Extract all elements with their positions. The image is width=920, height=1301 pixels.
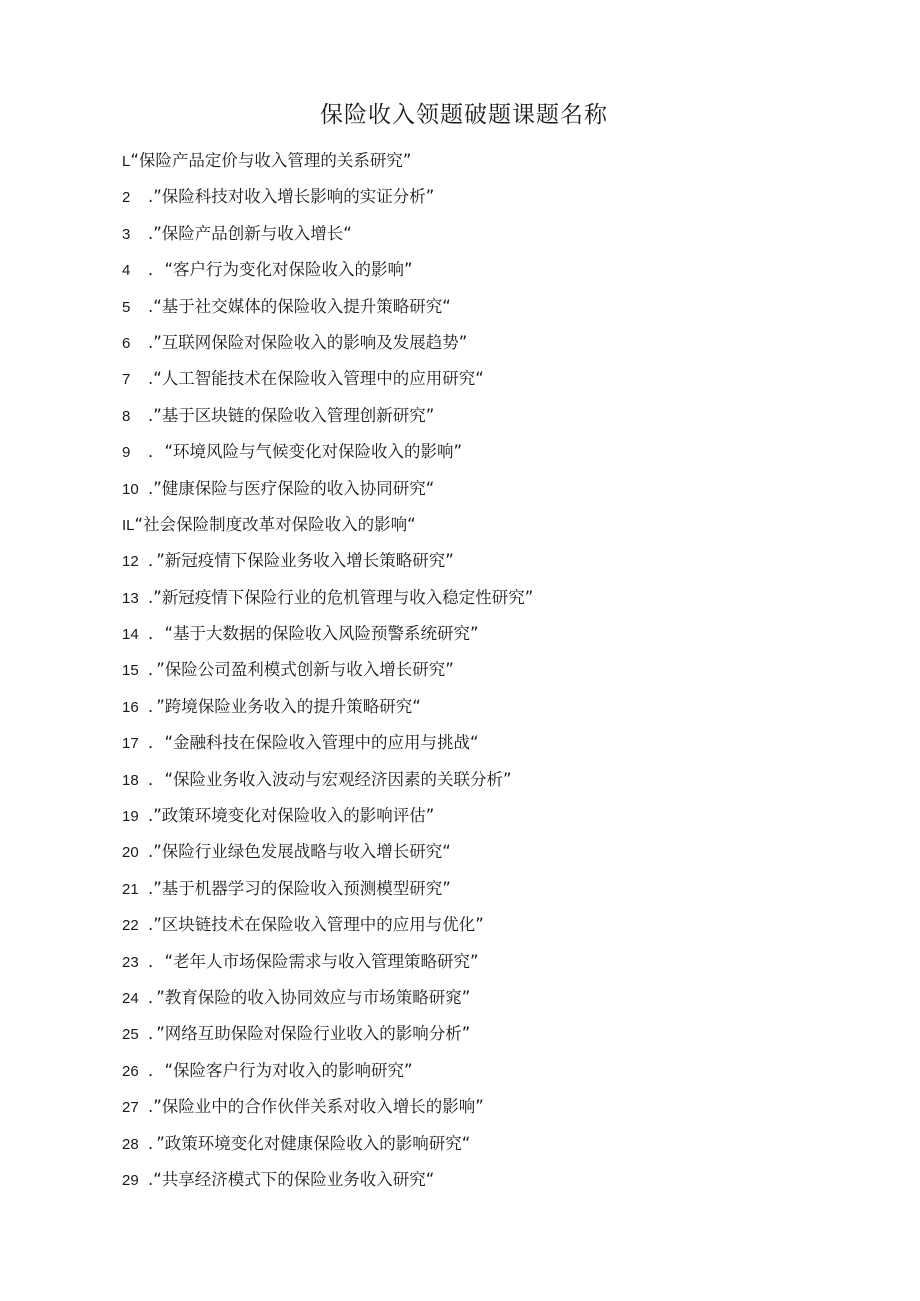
list-item [122, 762, 533, 798]
item-number: 18 [122, 771, 139, 789]
list-item [122, 471, 533, 507]
list-item [122, 980, 533, 1016]
item-number: 15 [122, 662, 139, 680]
item-title: ．”保险公司盈利模式创新与收入增长研究” [148, 660, 454, 680]
item-title: ．“老年人市场保险需求与收入管理策略研究” [148, 951, 479, 971]
item-title: ．“金融科技在保险收入管理中的应用与挑战“ [148, 733, 479, 753]
item-number: 27 [122, 1099, 139, 1117]
item-title: .”新冠疫情下保险行业的危机管理与收入稳定性研究” [148, 587, 534, 607]
item-number: 19 [122, 808, 139, 826]
item-title: ．”网络互助保险对保险行业收入的影响分析” [148, 1024, 471, 1044]
item-title: ．“环境风险与气候变化对保险收入的影响” [148, 442, 463, 462]
list-item [122, 325, 533, 361]
item-title: ．“保险客户行为对收入的影响研究” [148, 1060, 413, 1080]
list-item [122, 580, 533, 616]
item-title: ．“保险业务收入波动与宏观经济因素的关联分析” [148, 769, 512, 789]
item-number: 13 [122, 589, 139, 607]
list-item [122, 616, 533, 652]
list-item [122, 252, 533, 288]
item-number: 25 [122, 1026, 139, 1044]
item-number: 24 [122, 989, 139, 1007]
item-number: 14 [122, 626, 139, 644]
item-title: .“人工智能技术在保险收入管理中的应用研究“ [148, 369, 484, 389]
item-number: 10 [122, 480, 139, 498]
item-title: .”健康保险与医疗保险的收入协同研究“ [148, 478, 435, 498]
item-number: 26 [122, 1062, 139, 1080]
list-item [122, 944, 533, 980]
item-title: ．”跨境保险业务收入的提升策略研究“ [148, 696, 421, 716]
item-title: .”保险产品创新与收入增长“ [148, 223, 352, 243]
list-item [122, 1162, 533, 1198]
list-item [122, 725, 533, 761]
list-item [122, 871, 533, 907]
list-item [122, 434, 533, 470]
item-title: “保险产品定价与收入管理的关系研究” [130, 151, 412, 170]
list-item [122, 361, 533, 397]
item-number: 9 [122, 444, 131, 462]
item-number: 29 [122, 1171, 139, 1189]
item-number: 4 [122, 262, 131, 280]
item-number: IL [122, 516, 135, 534]
item-title: ．”新冠疫情下保险业务收入增长策略研究” [148, 551, 454, 571]
list-item [122, 652, 533, 688]
item-number: L [122, 153, 131, 170]
item-title: “社会保险制度改革对保险收入的影响“ [134, 514, 416, 534]
item-title: ．”政策环境变化对健康保险收入的影响研究“ [148, 1133, 471, 1153]
list-item [122, 1089, 533, 1125]
list-item [122, 1126, 533, 1162]
list-item [122, 1016, 533, 1052]
item-number: 3 [122, 225, 131, 243]
item-title: .”基于机器学习的保险收入预测模型研究” [148, 878, 451, 898]
item-title: ．“基于大数据的保险收入风险预警系统研究” [148, 624, 479, 644]
item-number: 21 [122, 880, 139, 898]
topic-list [122, 143, 533, 1198]
item-title: .”基于区块链的保险收入管理创新研究” [148, 405, 435, 425]
list-item [122, 179, 533, 215]
item-number: 28 [122, 1135, 139, 1153]
item-number: 20 [122, 844, 139, 862]
item-number: 12 [122, 553, 139, 571]
list-item [122, 689, 533, 725]
item-title: .”互联网保险对保险收入的影响及发展趋势” [148, 332, 468, 352]
item-number: 22 [122, 917, 139, 935]
list-item [122, 834, 533, 870]
item-number: 23 [122, 953, 139, 971]
list-item [122, 907, 533, 943]
item-number: 7 [122, 371, 131, 389]
item-title: .“共享经济模式下的保险业务收入研究“ [148, 1169, 435, 1189]
item-title: .“基于社交媒体的保险收入提升策略研究“ [148, 296, 451, 316]
item-number: 16 [122, 698, 139, 716]
item-title: .”保险业中的合作伙伴关系对收入增长的影响” [148, 1097, 484, 1117]
item-title: .”保险行业绿色发展战略与收入增长研究“ [148, 842, 451, 862]
item-number: 17 [122, 735, 139, 753]
list-item [122, 543, 533, 579]
list-item [122, 143, 533, 179]
list-item [122, 398, 533, 434]
item-title: .”政策环境变化对保险收入的影响评估” [148, 806, 435, 826]
item-title: ．“客户行为变化对保险收入的影响” [148, 260, 413, 280]
item-number: 6 [122, 334, 131, 352]
item-title: .”区块链技术在保险收入管理中的应用与优化” [148, 915, 484, 935]
list-item [122, 1053, 533, 1089]
item-title: ．”教育保险的收入协同效应与市场策略研窕” [148, 987, 471, 1007]
page-title: 保险收入领题破题课题名称 [320, 102, 608, 128]
item-number: 8 [122, 407, 131, 425]
item-number: 5 [122, 298, 131, 316]
list-item [122, 798, 533, 834]
list-item [122, 216, 533, 252]
item-number: 2 [122, 189, 131, 207]
list-item [122, 507, 533, 543]
list-item [122, 289, 533, 325]
item-title: .”保险科技对收入增长影响的实证分析” [148, 187, 435, 207]
